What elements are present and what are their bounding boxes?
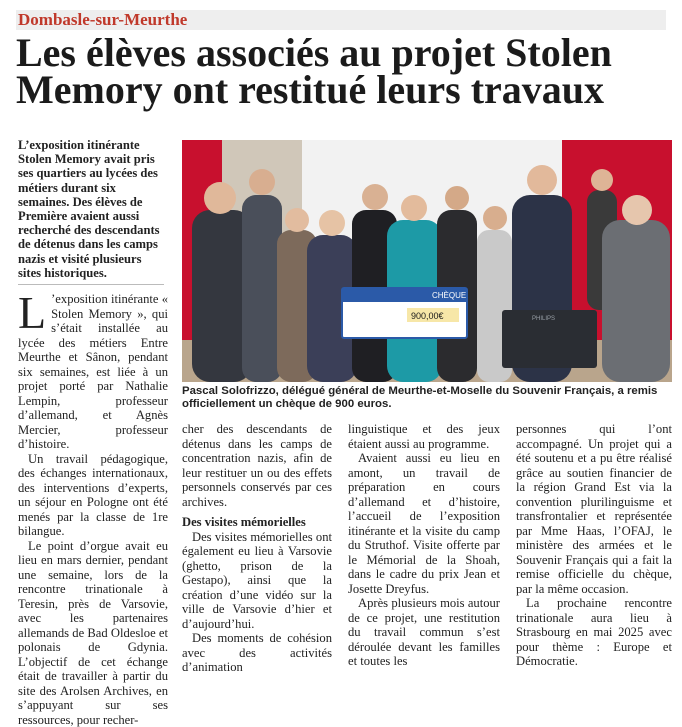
article-photo <box>182 140 672 382</box>
article-column-4 <box>516 422 672 669</box>
paragraph: La prochaine rencontre trinationale aura lieu à Strasbourg en mai 2025 avec pour thème : Europe et Démocratie. <box>516 596 672 669</box>
headline-line-2: Memory ont restitué leurs travaux <box>16 71 672 108</box>
drop-cap: L <box>18 294 46 332</box>
article-column-2 <box>182 422 332 675</box>
paragraph: cher des descendants de détenus dans les camps de concentration nazis, afin de leur restituer un ou des effets personnels conservés par ces archives. <box>182 422 332 509</box>
group-photo-illustration <box>182 140 672 382</box>
divider <box>18 284 164 285</box>
monitor-brand: PHILIPS <box>532 316 555 322</box>
monitor <box>502 310 597 368</box>
paragraph: Un travail pédagogique, des échanges internationaux, des interventions d’experts, un séjour en Pologne ont été menés par la classe de 1re bilangue. <box>18 452 168 539</box>
kicker-location: Dombasle-sur-Meurthe <box>16 10 187 29</box>
article-column-1 <box>18 292 168 727</box>
paragraph <box>18 292 168 452</box>
article-column-3 <box>348 422 500 669</box>
paragraph: Des visites mémorielles ont également eu lieu à Varsovie (ghetto, prison de la Gestapo), ainsi que la création d’une vidéo sur la ville de Varsovie d’hier et d’aujourd’hui. <box>182 530 332 632</box>
paragraph: Avaient aussi eu lieu en amont, un travail de préparation en cours d’allemand et d’histoire, l’accueil de l’exposition itinérante et la visite du camp du Struthof. Visite offerte par le Mémorial de la Shoah, dans le cadre du prix Jean et Josette Dreyfus. <box>348 451 500 596</box>
paragraph: personnes qui l’ont accompagné. Un projet qui a été soutenu et a pu être réalisé grâce au soutien financier de la région Grand Est via la convention plurilinguisme et transfrontalier et représentée par Mme Haas, l’OFAJ, le ministère des armées et le Souvenir Français qui a fait la remise officielle du chèque, par la même occasion. <box>516 422 672 596</box>
paragraph: Après plusieurs mois autour de ce projet, une restitution du travail commun s’est déroulée devant les familles et toutes les <box>348 596 500 669</box>
paragraph: Des moments de cohésion avec des activités d’animation <box>182 631 332 675</box>
headline <box>16 34 672 108</box>
photo-caption: Pascal Solofrizzo, délégué général de Meurthe-et-Moselle du Souvenir Français, a remis officiellement un chèque de 900 euros. <box>182 385 672 411</box>
paragraph-text: ’exposition itinérante « Stolen Memory », qui s’était installée au lycée des métiers Entre Meurthe et Sânon, pendant six semaines, est liée à un projet porté par Nathalie Lempin, professeur d’allemand, et Agnès Mercier, professeur d’histoire. <box>18 292 168 451</box>
paragraph: linguistique et des jeux étaient aussi au programme. <box>348 422 500 451</box>
cheque <box>342 288 467 338</box>
cheque-title: CHÈQUE <box>432 291 466 300</box>
paragraph: Le point d’orgue avait eu lieu en mars dernier, pendant une semaine, lors de la rencontre trinationale à Teresin, près de Varsovie, avec les partenaires allemands de Bad Oldesloe et polonais de Gdynia. L’objectif de cet échange était de travailler à partir du site des Arolsen Archives, en s’appuyant sur ses ressources, pour recher- <box>18 539 168 727</box>
headline-line-1: Les élèves associés au projet Stolen <box>16 34 672 71</box>
standfirst: L’exposition itinérante Stolen Memory avait pris ses quartiers au lycées des métiers durant six semaines. Des élèves de Première avaient aussi recherché des descendants de détenus dans les camps nazis et visité plusieurs sites historiques. <box>18 138 164 280</box>
kicker-bar <box>16 10 666 30</box>
cheque-amount: 900,00€ <box>411 311 444 321</box>
subheading: Des visites mémorielles <box>182 515 332 530</box>
